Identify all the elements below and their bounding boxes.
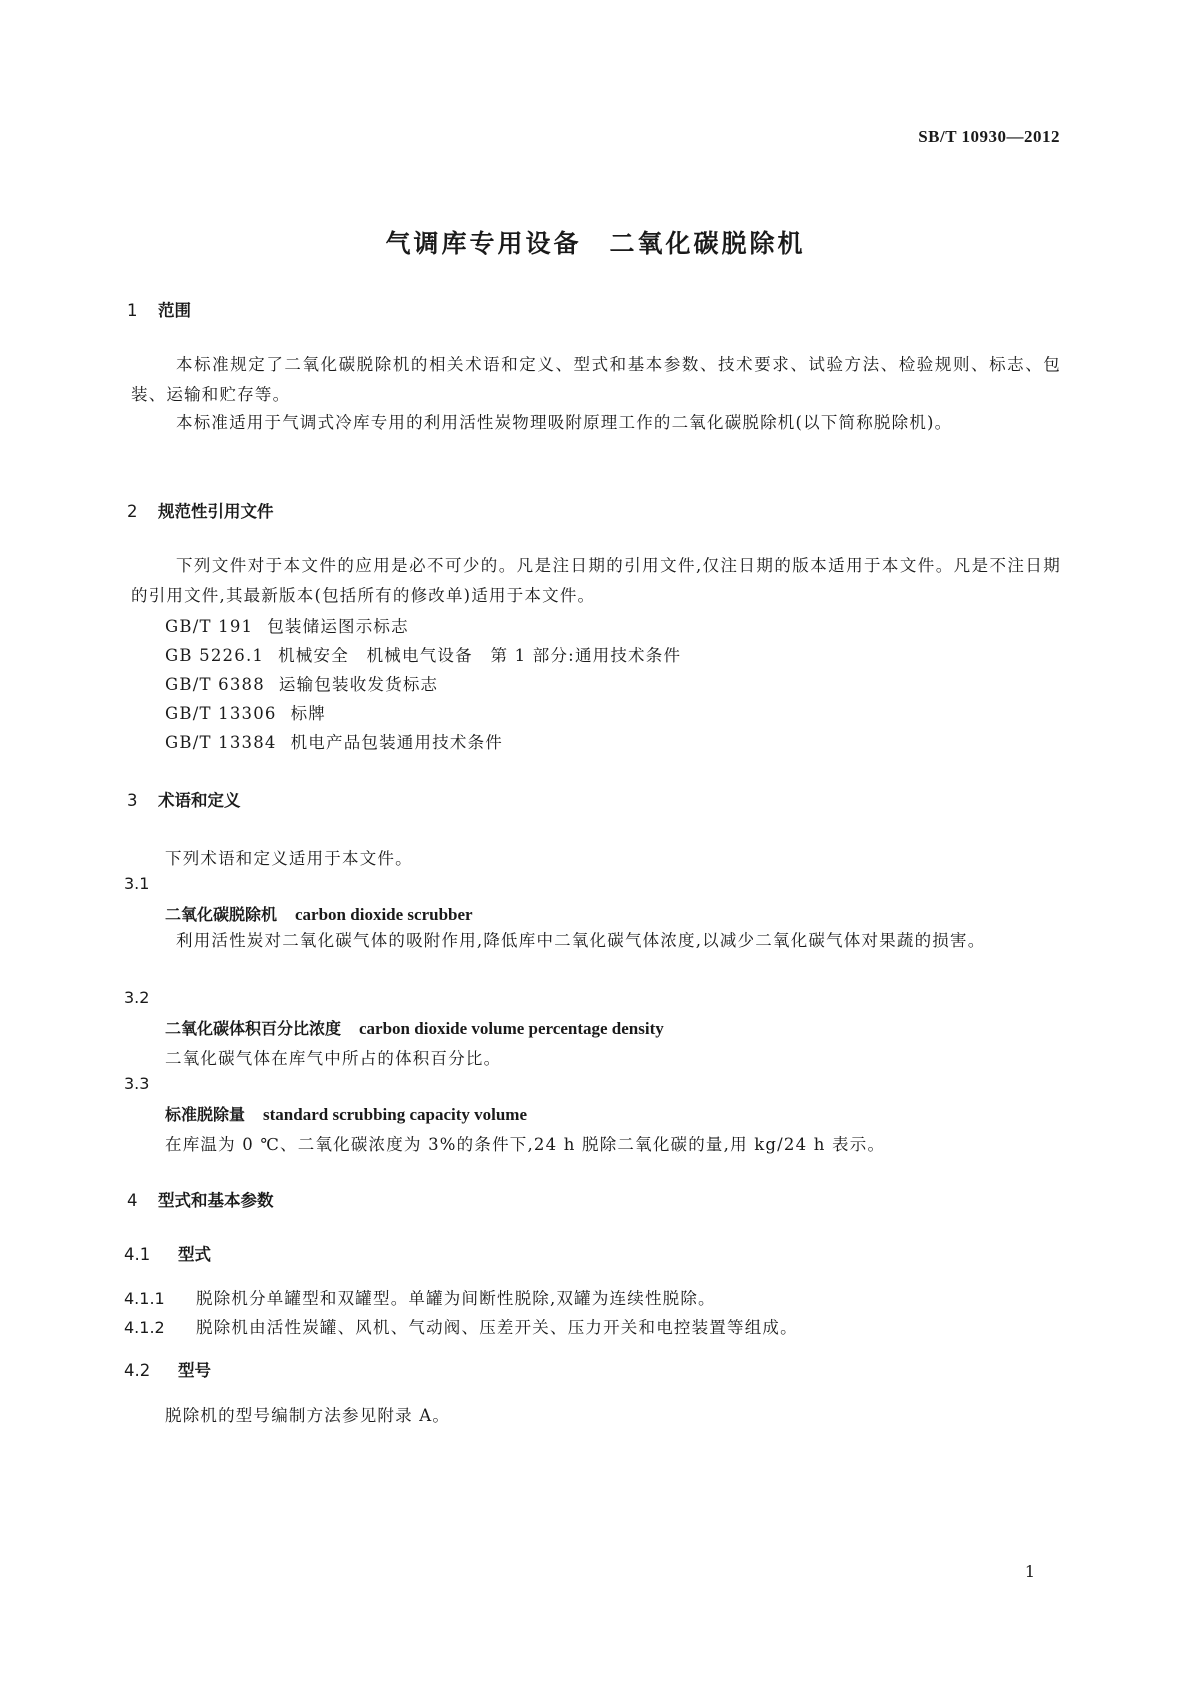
- reference-item: [165, 729, 503, 753]
- subsection-4-2-heading: [124, 1357, 211, 1381]
- clause-item: [124, 1285, 716, 1309]
- term-zh: 二氧化碳体积百分比浓度: [165, 1019, 342, 1038]
- subsection-title: 型号: [178, 1361, 211, 1380]
- term-number: 3.2: [124, 988, 150, 1007]
- reference-item: [165, 671, 438, 695]
- page-number: 1: [1024, 1562, 1035, 1581]
- reference-code: GB/T 13306: [165, 704, 277, 723]
- reference-item: [165, 613, 409, 637]
- subsection-title: 型式: [178, 1245, 211, 1264]
- term-en: standard scrubbing capacity volume: [263, 1105, 528, 1124]
- section-1-heading: [127, 297, 191, 321]
- term-en: carbon dioxide volume percentage density: [359, 1019, 664, 1038]
- reference-title: 标牌: [290, 704, 327, 723]
- term-en: carbon dioxide scrubber: [295, 905, 473, 924]
- section-number: 4: [127, 1191, 138, 1210]
- paragraph: 本标准适用于气调式冷库专用的利用活性炭物理吸附原理工作的二氧化碳脱除机(以下简称脱除机)。: [176, 413, 953, 432]
- paragraph: 下列文件对于本文件的应用是必不可少的。凡是注日期的引用文件,仅注日期的版本适用于本文件。凡是不注日期的引用文件,其最新版本(包括所有的修改单)适用于本文件。: [131, 556, 1061, 605]
- clause-number: 4.1.2: [124, 1318, 165, 1337]
- subsection-number: 4.1: [124, 1245, 151, 1264]
- reference-title: 机械安全 机械电气设备 第 1 部分:通用技术条件: [278, 646, 682, 665]
- section-4-heading: [127, 1187, 274, 1211]
- reference-title: 运输包装收发货标志: [278, 675, 439, 694]
- section-number: 2: [127, 502, 138, 521]
- paragraph: 脱除机的型号编制方法参见附录 A。: [165, 1406, 451, 1425]
- term-definition: 在库温为 0 ℃、二氧化碳浓度为 3%的条件下,24 h 脱除二氧化碳的量,用 kg/24 h 表示。: [165, 1135, 886, 1154]
- reference-item: [165, 642, 681, 666]
- section-title: 术语和定义: [158, 791, 241, 810]
- clause-text: 脱除机由活性炭罐、风机、气动阀、压差开关、压力开关和电控装置等组成。: [196, 1318, 798, 1337]
- reference-code: GB/T 6388: [165, 675, 265, 694]
- paragraph: 下列术语和定义适用于本文件。: [165, 849, 413, 868]
- section-3-heading: [127, 787, 241, 811]
- clause-number: 4.1.1: [124, 1289, 165, 1308]
- clause-text: 脱除机分单罐型和双罐型。单罐为间断性脱除,双罐为连续性脱除。: [196, 1289, 716, 1308]
- term-number: 3.1: [124, 874, 150, 893]
- section-2-heading: [127, 498, 274, 522]
- term-heading: [165, 1016, 664, 1039]
- term-number: 3.3: [124, 1074, 150, 1093]
- standard-code: SB/T 10930—2012: [918, 127, 1060, 146]
- term-heading: [165, 1102, 527, 1125]
- term-definition: 利用活性炭对二氧化碳气体的吸附作用,降低库中二氧化碳气体浓度,以减少二氧化碳气体对果蔬的损害。: [176, 931, 986, 950]
- document-title: 气调库专用设备 二氧化碳脱除机: [385, 229, 806, 258]
- subsection-number: 4.2: [124, 1361, 151, 1380]
- section-title: 规范性引用文件: [158, 502, 274, 521]
- reference-title: 机电产品包装通用技术条件: [290, 733, 504, 752]
- clause-item: [124, 1314, 798, 1338]
- term-definition: 二氧化碳气体在库气中所占的体积百分比。: [165, 1049, 502, 1068]
- reference-code: GB/T 191: [165, 617, 254, 636]
- reference-code: GB/T 13384: [165, 733, 277, 752]
- section-title: 范围: [158, 301, 191, 320]
- reference-title: 包装储运图示标志: [267, 617, 409, 636]
- term-zh: 二氧化碳脱除机: [165, 905, 278, 924]
- reference-item: [165, 700, 326, 724]
- paragraph: 本标准规定了二氧化碳脱除机的相关术语和定义、型式和基本参数、技术要求、试验方法、检验规则、标志、包装、运输和贮存等。: [131, 355, 1061, 404]
- subsection-4-1-heading: [124, 1241, 211, 1265]
- section-title: 型式和基本参数: [158, 1191, 274, 1210]
- term-zh: 标准脱除量: [165, 1105, 246, 1124]
- section-number: 3: [127, 791, 138, 810]
- term-heading: [165, 902, 473, 925]
- reference-code: GB 5226.1: [165, 646, 265, 665]
- section-number: 1: [127, 301, 138, 320]
